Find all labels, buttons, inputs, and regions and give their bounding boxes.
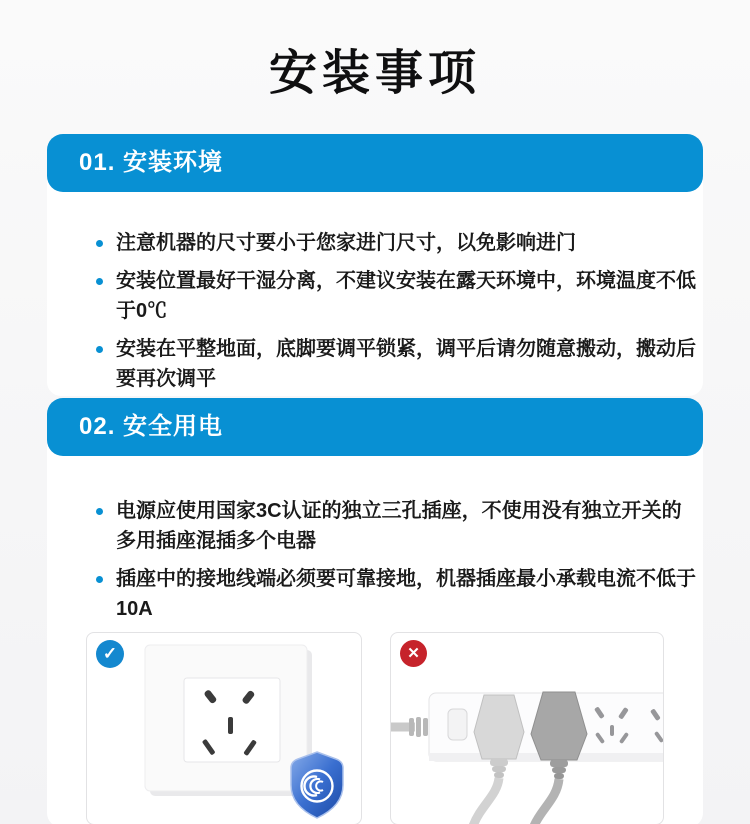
list-item xyxy=(116,334,700,394)
figure-correct-socket xyxy=(86,632,362,824)
cross-icon: ✕ xyxy=(400,640,427,667)
check-icon: ✓ xyxy=(96,640,124,668)
bullet-dot-icon xyxy=(96,240,103,247)
section-1-body-card xyxy=(47,174,703,396)
section-safe-electricity xyxy=(47,398,703,824)
section-2-header-bar xyxy=(47,398,703,456)
section-2-body-card xyxy=(47,438,703,824)
bullet-dot-icon xyxy=(96,278,103,285)
list-item xyxy=(116,228,700,258)
bullet-dot-icon xyxy=(96,346,103,353)
section-2-header-label: 02. 安全用电 xyxy=(79,413,224,440)
section-1-header-bar xyxy=(47,134,703,192)
figure-comparison-row xyxy=(86,632,703,824)
power-strip-illustration xyxy=(391,633,664,824)
bullet-list xyxy=(116,228,700,394)
ccc-shield-icon xyxy=(291,752,343,818)
page-title: 安装事项 xyxy=(268,47,481,100)
bullet-list xyxy=(116,496,700,624)
section-1-header-label: 01. 安装环境 xyxy=(79,149,224,176)
bullet-text: 注意机器的尺寸要小于您家进门尺寸，以免影响进门 xyxy=(116,232,576,254)
bullet-dot-icon xyxy=(96,508,103,515)
section-installation-environment xyxy=(47,134,703,396)
bullet-text: 插座中的接地线端必须要可靠接地，机器插座最小承载电流不低于10A xyxy=(116,568,696,620)
list-item xyxy=(116,564,700,624)
list-item xyxy=(116,496,700,556)
bullet-text: 安装在平整地面，底脚要调平锁紧，调平后请勿随意搬动，搬动后要再次调平 xyxy=(116,338,696,390)
list-item xyxy=(116,266,700,326)
bullet-dot-icon xyxy=(96,576,103,583)
bullet-text: 安装位置最好干湿分离，不建议安装在露天环境中，环境温度不低于0℃ xyxy=(116,270,696,322)
bullet-text: 电源应使用国家3C认证的独立三孔插座，不使用没有独立开关的多用插座混插多个电器 xyxy=(116,500,682,552)
wall-socket-illustration xyxy=(87,633,362,824)
figure-wrong-power-strip xyxy=(390,632,664,824)
